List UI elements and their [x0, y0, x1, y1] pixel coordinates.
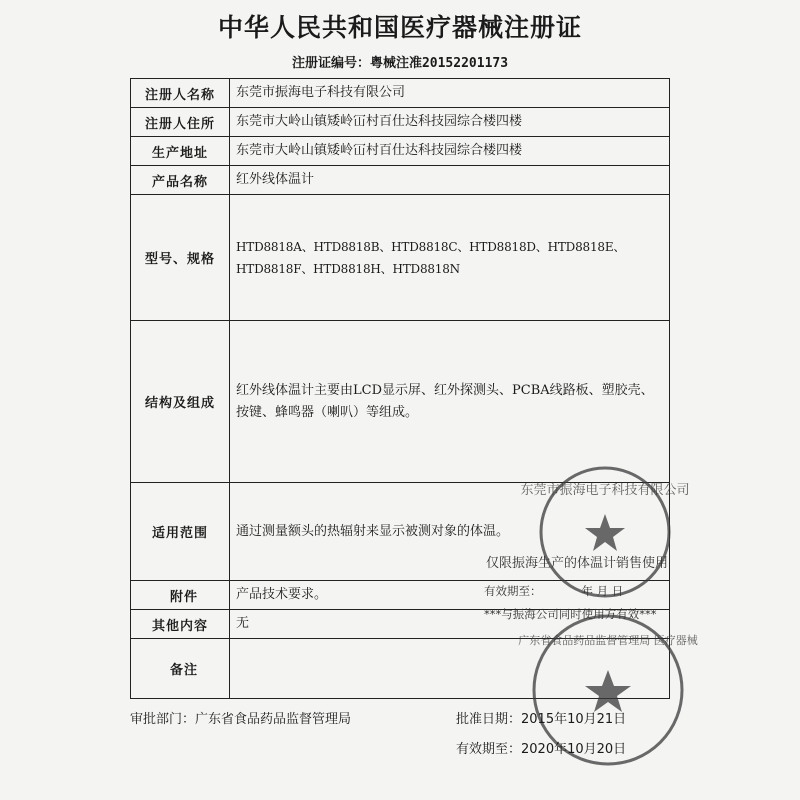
row-label: 生产地址 — [131, 137, 230, 166]
authority-seal-text: 广东省食品药品监督管理局 医疗器械 — [518, 634, 698, 647]
row-label: 备注 — [131, 639, 230, 699]
valid-until-value: 2020年10月20日 — [521, 742, 627, 757]
row-value: 无 — [230, 610, 670, 639]
validity-note — [484, 583, 623, 599]
table-row — [131, 79, 670, 108]
row-value: 红外线体温计主要由LCD显示屏、红外探测头、PCBA线路板、塑胶壳、按键、蜂鸣器（喇叭）等组成。 — [230, 321, 670, 483]
company-seal-text: 东莞市振海电子科技有限公司 — [520, 483, 690, 498]
valid-until — [456, 738, 626, 757]
table-row — [131, 166, 670, 195]
approver — [130, 708, 351, 727]
row-value: 东莞市大岭山镇矮岭冚村百仕达科技园综合楼四楼 — [230, 137, 670, 166]
table-row — [131, 108, 670, 137]
registration-number-label: 注册证编号： — [291, 56, 370, 71]
row-value: 东莞市大岭山镇矮岭冚村百仕达科技园综合楼四楼 — [230, 108, 670, 137]
validity-note-label: 有效期至： — [484, 584, 542, 598]
table-row — [131, 195, 670, 321]
approval-date-label: 批准日期： — [456, 712, 522, 727]
approver-value: 广东省食品药品监督管理局 — [195, 712, 352, 727]
row-value: 通过测量额头的热辐射来显示被测对象的体温。 — [230, 483, 670, 581]
document-title: 中华人民共和国医疗器械注册证 — [217, 13, 582, 42]
table-row — [131, 137, 670, 166]
row-value: HTD8818A、HTD8818B、HTD8818C、HTD8818D、HTD8818E、HTD8818F、HTD8818H、HTD8818N — [230, 195, 670, 321]
row-label: 注册人名称 — [131, 79, 230, 108]
approval-date — [456, 708, 626, 727]
row-label: 附件 — [131, 581, 230, 610]
row-value: 红外线体温计 — [230, 166, 670, 195]
row-label: 产品名称 — [131, 166, 230, 195]
valid-until-label: 有效期至： — [456, 742, 522, 757]
row-label: 其他内容 — [131, 610, 230, 639]
registration-number-value: 粤械注准20152201173 — [369, 56, 509, 71]
approver-label: 审批部门： — [130, 712, 196, 727]
company-seal — [520, 462, 690, 602]
usage-note: 仅限振海生产的体温计销售使用 — [486, 556, 669, 571]
row-value: 东莞市振海电子科技有限公司 — [230, 79, 670, 108]
row-value: 产品技术要求。 — [230, 581, 670, 610]
row-label: 型号、规格 — [131, 195, 230, 321]
approval-date-value: 2015年10月21日 — [521, 712, 627, 727]
row-label: 结构及组成 — [131, 321, 230, 483]
copy-note: ***与振海公司同时使用方有效*** — [484, 607, 657, 621]
row-label: 适用范围 — [131, 483, 230, 581]
validity-note-date: 年 月 日 — [581, 584, 624, 598]
table-row — [131, 321, 670, 483]
registration-number — [0, 52, 800, 71]
row-label: 注册人住所 — [131, 108, 230, 137]
